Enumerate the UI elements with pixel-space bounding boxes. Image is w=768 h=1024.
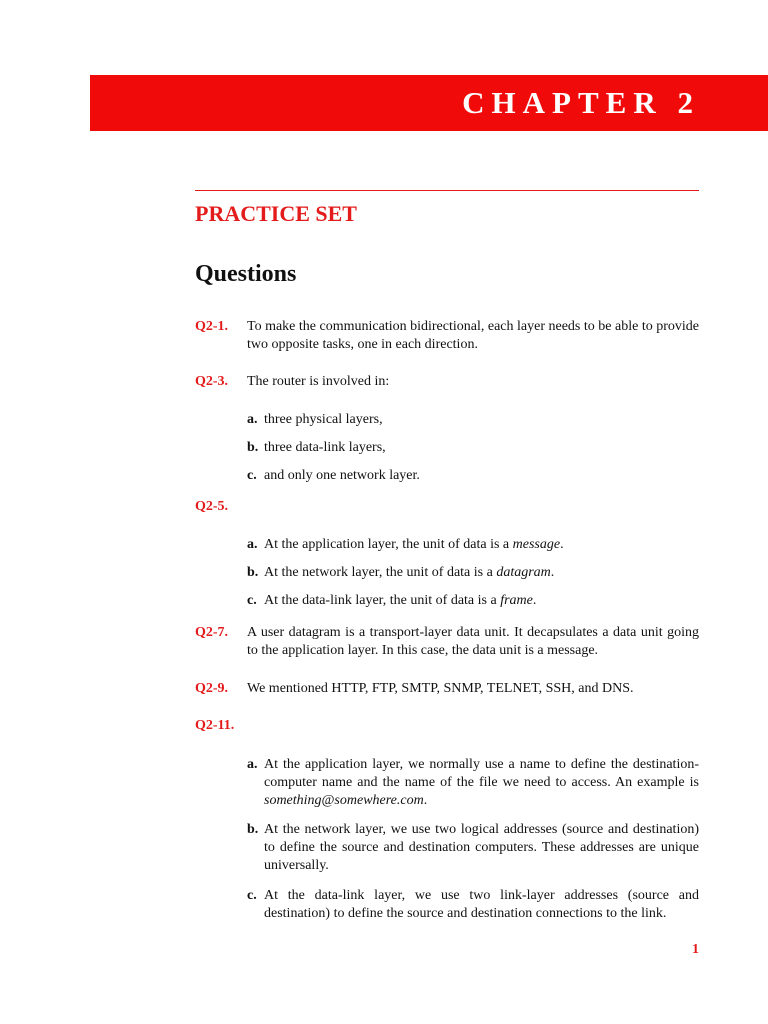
list-item [247,564,699,582]
item-text: and only one network layer. [264,468,420,483]
emphasis-term: message [512,537,561,552]
list-item [247,411,699,429]
list-item [247,821,699,875]
item-text: At the data-link layer, we use two link-layer addresses (source and destination) to define the source and destination connections to the link. [264,888,699,921]
question-text: The router is involved in: [247,374,390,389]
chapter-banner [90,75,768,131]
question-number: Q2-7. [195,625,229,640]
list-item [247,536,699,554]
list-item [247,592,699,610]
list-item [247,467,699,485]
emphasis-term: datagram [496,565,551,580]
question-text: We mentioned HTTP, FTP, SMTP, SNMP, TELNET, SSH, and DNS. [247,681,634,696]
item-text: At the application layer, the unit of data is a message. [264,537,564,552]
item-letter: c. [247,888,257,903]
item-letter: b. [247,822,259,837]
item-text: At the data-link layer, the unit of data is a frame. [264,593,537,608]
question-number: Q2-9. [195,681,229,696]
practice-set-heading: PRACTICE SET [195,201,357,226]
item-letter: c. [247,593,257,608]
emphasis-term: frame [500,593,533,608]
question-text: To make the communication bidirectional, each layer needs to be able to provide two opposite tasks, one in each direction. [247,319,699,352]
item-letter: a. [247,757,258,772]
item-letter: a. [247,412,258,427]
question-text: A user datagram is a transport-layer data unit. It decapsulates a data unit going to the application layer. In this case, the data unit is a message. [247,625,699,658]
item-text: three data-link layers, [264,440,386,455]
item-letter: b. [247,565,259,580]
item-text: three physical layers, [264,412,383,427]
question-number: Q2-5. [195,499,229,514]
chapter-title: CHAPTER 2 [462,85,700,120]
item-text: At the application layer, we normally use a name to define the destination-computer name and the name of the file we need to access. An example is something@somewhere.com. [264,757,699,808]
item-letter: c. [247,468,257,483]
item-letter: b. [247,440,259,455]
question-number: Q2-11. [195,718,235,733]
section-rule [195,190,699,191]
question-number: Q2-3. [195,374,229,389]
list-item [247,756,699,810]
item-text: At the network layer, we use two logical addresses (source and destination) to define the source and destination computers. These addresses are unique universally. [264,822,699,873]
item-letter: a. [247,537,258,552]
questions-heading: Questions [195,261,297,287]
page-number: 1 [692,942,699,957]
item-text: At the network layer, the unit of data is a datagram. [264,565,555,580]
question-number: Q2-1. [195,319,229,334]
list-item [247,439,699,457]
emphasis-term: something@somewhere.com [264,793,424,808]
list-item [247,887,699,923]
